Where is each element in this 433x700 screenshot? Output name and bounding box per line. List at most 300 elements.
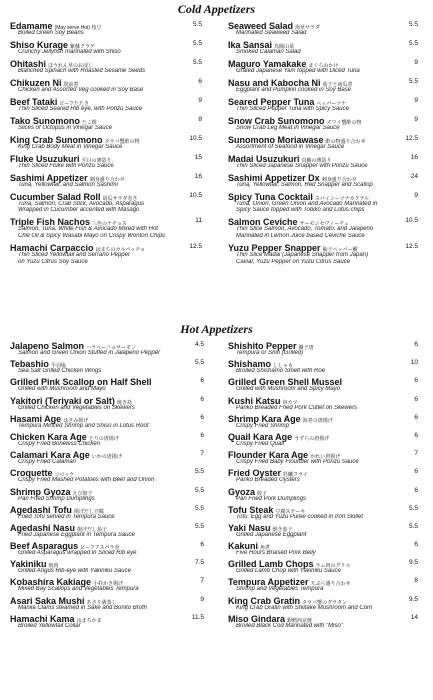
menu-item-header (228, 504, 418, 514)
menu-item-name: Yaki Nasu (228, 522, 271, 533)
menu-item-description: Spicy Sauce topped with Tobiko and Lotus chips (236, 207, 365, 214)
menu-item-japanese-name: 小柱かき揚げ (93, 581, 124, 588)
menu-item-header (10, 576, 204, 586)
menu-item-price: 5.5 (408, 77, 418, 85)
menu-item-description: Thin Slice Madai (Japanese Snapper from Japan) (236, 252, 369, 259)
menu-item-header (10, 431, 204, 441)
menu-item (10, 486, 204, 503)
menu-item-japanese-name: 天ぷら盛り合わせ (310, 581, 351, 588)
menu-item (228, 504, 418, 521)
menu-item-name: Snow Crab Sunomono (228, 115, 325, 126)
menu-item-header (10, 39, 202, 49)
menu-item-name: Grilled Green Shell Mussel (228, 377, 343, 388)
menu-item-description: Thin Sliced Pepper Tuna with Spicy Sauce (236, 105, 349, 112)
menu-item-header (10, 540, 204, 550)
menu-item-japanese-name: 銀鱈西京焼 (287, 617, 313, 624)
menu-item-price: 6 (414, 541, 418, 549)
menu-item-price: 24 (410, 172, 418, 180)
menu-item (228, 216, 418, 239)
menu-item-japanese-name: 酢の物盛り合わせ (325, 138, 366, 145)
menu-item-japanese-name: 牡蠣フライ (283, 472, 308, 479)
menu-item (10, 595, 204, 612)
menu-item-name: Shiso Kurage (10, 39, 69, 50)
menu-item-price: 4.5 (194, 341, 204, 348)
menu-item-header (228, 395, 418, 405)
menu-item-header (228, 96, 418, 106)
menu-item (228, 431, 418, 448)
menu-item-price: 8 (414, 577, 418, 585)
menu-item-japanese-name: あさり酒蒸し (86, 599, 117, 606)
menu-item-header (10, 413, 204, 423)
menu-item-name: Fluke Usuzukuri (10, 153, 80, 164)
menu-item-name: Tako Sunomono (10, 115, 80, 126)
menu-item-description: Salmon, Tuna, White Fish & Avocado Mixed with Hot (18, 226, 158, 233)
menu-item-description: Grilled Angus Rib-eye with Yakiniku Sauce (18, 568, 131, 575)
menu-item-header (10, 153, 202, 163)
menu-item-name: Madai Usuzukuri (228, 153, 300, 164)
menu-item-price: 12.5 (189, 243, 202, 251)
menu-item-japanese-name: ペッパーツナ (316, 100, 347, 107)
menu-item-header (10, 595, 204, 605)
menu-item-header (228, 558, 418, 568)
menu-item-description: Grilled Asparagus wrapped in Sliced Rib eye (18, 550, 137, 557)
menu-item-japanese-name: えび餃子 (72, 490, 93, 497)
menu-item-description: Marinated Seaweed Salad (236, 30, 307, 36)
menu-item-description: Slices of Octopus in Vinegar Sauce (18, 124, 112, 131)
menu-item-price: 7 (200, 450, 204, 458)
menu-item-description: Crispy Fried Quail (236, 440, 285, 447)
menu-item-description: Wrapped in Cucumber accented with Masago (18, 207, 140, 214)
menu-item (10, 242, 202, 265)
menu-item-japanese-name: 刺身盛り合わせ (89, 176, 125, 183)
menu-item (10, 358, 204, 375)
menu-item-japanese-name: 紫蘇クラゲ (70, 43, 96, 50)
menu-item-name: Quail Kara Age (228, 431, 293, 442)
menu-item (10, 96, 202, 113)
cold-right-column (228, 20, 418, 268)
menu-item (10, 172, 202, 189)
menu-item (228, 613, 418, 630)
menu-item-name: Shishito Pepper (228, 341, 297, 351)
menu-item-price: 5.5 (408, 504, 418, 512)
menu-item-description: Tuna, Onion, Green Onion and Avocado Marinated in (236, 200, 378, 207)
menu-item-description: Grilled Lamb Chop with Yakiniku Sauce (236, 568, 341, 575)
menu-item-price: 5.5 (408, 522, 418, 530)
menu-item-name: Ika Sansai (228, 39, 273, 50)
menu-item-japanese-name: 角煮 (260, 545, 271, 552)
menu-item (10, 613, 204, 630)
menu-item-description: Crunchy Jellyfish marinated with Shiso (18, 48, 121, 55)
menu-item-header (10, 467, 204, 477)
menu-item-header (228, 39, 418, 49)
menu-item-description: Pan Fried Shrimp Dumplings (18, 495, 95, 502)
menu-item-header (10, 58, 202, 68)
menu-item (228, 558, 418, 575)
menu-item (228, 522, 418, 539)
menu-item-description: Shrimp and Vegetables Tempura (236, 586, 324, 593)
menu-item (10, 576, 204, 593)
menu-item-description: Chili Oil & Spicy Wasabi Mayo on Crispy Wonton Chips (18, 233, 165, 240)
cold-appetizers-title: Cold Appetizers (177, 2, 256, 16)
menu-item-japanese-name: ラム肉のグリル (315, 563, 351, 570)
menu-item-header (228, 58, 418, 68)
menu-item (228, 172, 418, 189)
menu-item-price: 5.5 (194, 468, 204, 476)
menu-item-header (10, 376, 204, 386)
menu-item-price: 9 (414, 115, 418, 123)
menu-item-japanese-name: ほうれん草のお浸し (48, 62, 94, 69)
menu-item-japanese-name: はさみ揚げ (63, 417, 89, 424)
menu-item-japanese-name: タラバ蟹のグラタン (302, 599, 347, 606)
menu-item (10, 216, 202, 239)
menu-item-price: 10 (410, 359, 418, 367)
menu-item (10, 558, 204, 575)
menu-item-price: 7.5 (194, 559, 204, 567)
menu-item-name: Shishamo (228, 359, 272, 370)
menu-item (10, 20, 202, 37)
menu-item (10, 431, 204, 448)
menu-item-japanese-name: 手羽塩 (50, 363, 66, 370)
menu-item-description: Tofu, Egg and Yuzu Puree cooked in Iron Skillet (236, 513, 363, 520)
menu-item (10, 58, 202, 75)
menu-item-japanese-name: 真鯛の薄造り (301, 157, 332, 164)
menu-item-description: Smoked Calamari Salad (236, 48, 301, 55)
menu-item-name: Tofu Steak (228, 504, 274, 515)
menu-item-name: Agedashi Tofu (10, 504, 72, 515)
menu-item-description: Crispy Fried Boneless Chicken (18, 440, 101, 447)
menu-item-header (10, 96, 202, 106)
menu-item-price: 12.5 (405, 134, 418, 142)
menu-item (10, 340, 204, 357)
menu-item-header (228, 613, 418, 623)
menu-item-description: Fried Tofu served in Tempura Sauce (18, 513, 115, 520)
menu-item-description: Crispy Fried Shrimp (236, 422, 290, 429)
menu-item-name: Fried Oyster (228, 468, 282, 479)
menu-item-price: 6 (198, 77, 202, 85)
menu-item-description: Tempura Minced Shrimp and Shiso in Lotus Root (18, 422, 149, 429)
menu-item-japanese-name: 烏賊山菜 (274, 43, 295, 50)
menu-item-japanese-name: とりの唐揚げ (88, 435, 119, 442)
menu-item-header (10, 20, 202, 30)
menu-item-japanese-name: 刺身盛り合わせ (321, 176, 357, 183)
menu-item (228, 576, 418, 593)
menu-item-price: 8 (198, 115, 202, 123)
menu-item-name: Grilled Lamb Chops (228, 559, 314, 570)
menu-item-japanese-name: 海老の唐揚げ (302, 417, 333, 424)
menu-item-price: 6 (200, 413, 204, 421)
menu-item-name: Yakiniku (10, 559, 47, 570)
menu-item-name: Shrimp Gyoza (10, 486, 71, 497)
menu-item-price: 10.5 (405, 217, 418, 225)
menu-item-header (228, 216, 418, 226)
menu-item-name: Maguro Yamakake (228, 58, 307, 69)
menu-item (228, 153, 418, 170)
menu-item (228, 96, 418, 113)
menu-item-description: Salmon and Green Onion Stuffed in Jalapeno Pepper (18, 350, 161, 356)
menu-item-price: 11.5 (191, 613, 204, 621)
menu-item-description: King Crab Body Meat in Vinegar Sauce (18, 143, 123, 150)
menu-item-price: 10.5 (189, 191, 202, 199)
menu-item-japanese-name: サーモンセヴィーチェ (299, 221, 350, 228)
menu-item-description: Five Hours Braised Pork Belly (236, 550, 316, 557)
menu-item-description: Panko Breaded Oysters (236, 477, 300, 484)
menu-item-japanese-name: 焼き茄子 (272, 526, 293, 533)
menu-item-name: Hamachi Kama (10, 613, 75, 624)
menu-item-header (228, 20, 418, 30)
menu-item-description: King Crab Gratin with Shiitake Mushroom and Corn (236, 604, 373, 611)
menu-item-header (228, 486, 418, 496)
menu-item-japanese-name: 平目の薄造り (81, 157, 112, 164)
menu-item-japanese-name: かれい唐揚げ (310, 454, 341, 461)
menu-item-description: Manila Clams steamed in Sake and Bonito Broth (18, 604, 148, 611)
menu-item-japanese-name: 獅子唐 (298, 345, 314, 351)
menu-item-description: Grilled Japanese Eggplant (236, 531, 307, 538)
menu-item-price: 6 (414, 413, 418, 421)
menu-item-name: Sashimi Appetizer Dx (228, 172, 320, 183)
menu-item-header (10, 449, 204, 459)
menu-item-name: Tebashio (10, 359, 49, 370)
menu-item-header (228, 77, 418, 87)
menu-item-japanese-name: うずらの唐揚げ (294, 435, 330, 442)
menu-item (10, 376, 204, 393)
menu-item-description: Chicken and Assorted Veg cooked in Soy Base (18, 86, 144, 93)
menu-item-description: Thin Sliced Yellowtail and Serrano Pepper (18, 252, 130, 259)
menu-item-header (228, 358, 418, 368)
menu-item-header (10, 395, 204, 405)
menu-item-price: 11 (195, 217, 202, 225)
menu-item-name: Seared Pepper Tuna (228, 96, 315, 107)
hot-right-column (228, 340, 418, 631)
menu-item-price: 5.5 (192, 21, 202, 28)
menu-item (228, 191, 418, 214)
menu-item (10, 467, 204, 484)
menu-item-japanese-name: 三色のナチョス (92, 221, 127, 228)
menu-item-header (10, 504, 204, 514)
menu-item-price: 5.5 (408, 21, 418, 28)
menu-item-japanese-name: ししゃも (273, 363, 294, 370)
menu-item-description: Grilled Chicken and Vegetables on Skewers (18, 404, 135, 411)
menu-item-japanese-name: ビーフたたき (59, 100, 89, 107)
menu-item-description: Sea Salt Grilled Chicken Wings (18, 368, 102, 375)
menu-item-price: 6 (414, 341, 418, 348)
menu-item-price: 16 (410, 153, 418, 161)
menu-item (228, 20, 418, 37)
menu-item-price: 6 (414, 486, 418, 494)
menu-item-japanese-name: 餃子 (257, 490, 268, 497)
menu-item-name: Asari Saka Mushi (10, 595, 85, 606)
menu-item (228, 58, 418, 75)
menu-item-name: Hasami Age (10, 413, 62, 424)
menu-item-name: Beef Tataki (10, 96, 58, 107)
menu-item-price: 6 (414, 395, 418, 403)
menu-item-description: Broiled Shishamo Smelt with Roe (236, 368, 326, 375)
menu-item-header (10, 172, 202, 182)
menu-item-header (228, 172, 418, 182)
menu-item-header (228, 595, 418, 605)
menu-item-price: 5.5 (194, 522, 204, 530)
menu-item-name: Tempura Appetizer (228, 577, 309, 588)
hot-appetizers-title: Hot Appetizers (180, 322, 253, 336)
menu-item-description: Thin Sliced Fluke with Ponzu Sauce (18, 162, 114, 169)
menu-item-name: Yuzu Pepper Snapper (228, 243, 321, 254)
menu-item-description: Broiled Black Cod Marinated with "Miso" (236, 622, 343, 629)
menu-item-price: 9 (414, 191, 418, 199)
menu-item-price: 5.5 (194, 359, 204, 367)
menu-item (228, 413, 418, 430)
menu-item-japanese-name: タラバ蟹酢の物 (104, 138, 140, 145)
menu-item-name: Triple Fish Nachos (10, 217, 91, 228)
menu-item-header (10, 340, 204, 350)
menu-item (10, 191, 202, 214)
menu-item-header (10, 77, 202, 87)
menu-item-description: Caviar, Yuzu Pepper on Yuzu Citrus Sauce (236, 258, 351, 265)
menu-item-description: Mixed Bay Scallops and Vegetables Tempura (18, 586, 139, 593)
menu-item-price: 9.5 (408, 559, 418, 567)
cold-left-column (10, 20, 202, 268)
menu-item (10, 395, 204, 412)
menu-item-name: Cucumber Salad Roll (10, 191, 101, 202)
menu-item-japanese-name: 海草サラダ (295, 25, 320, 31)
menu-item-description: Eggplant and Pumpkin cooked in Soy Base (236, 86, 352, 93)
menu-item-price: 10.5 (189, 134, 202, 142)
menu-item-description: Tuna, Yellowtail, and Salmon Sashimi (18, 181, 118, 188)
menu-item-name: Yakitori (Teriyaki or Salt) (10, 395, 115, 406)
menu-item-price: 5.5 (194, 486, 204, 494)
menu-item-name: Salmon Ceviche (228, 217, 298, 228)
menu-item-description: Crispy Fried Baby Flounder with Ponzu Sauce (236, 459, 359, 466)
menu-item-header (10, 613, 204, 623)
menu-item-description: Tempura or Shio (Grilled) (236, 350, 304, 356)
menu-item (10, 504, 204, 521)
menu-item-description: Assortment of Seafood in Vinegar Sauce (236, 143, 345, 150)
menu-item-name: Calamari Kara Age (10, 450, 90, 461)
menu-item-header (228, 134, 418, 144)
menu-item-header (10, 216, 202, 226)
menu-item-japanese-name: たこ酢 (81, 119, 97, 126)
menu-item-name: Spicy Tuna Cocktail (228, 191, 313, 202)
menu-item-japanese-name: 焼き鳥 (116, 399, 132, 406)
menu-item-japanese-name: 豆腐ステーキ (275, 508, 306, 515)
menu-item-description: Crispy Fried Mashed Potatoes with Beef and Onion (18, 477, 155, 484)
menu-item-name: Kushi Katsu (228, 395, 281, 406)
menu-item-price: 9 (414, 58, 418, 66)
menu-item-japanese-name: ズワイ蟹酢の物 (326, 119, 362, 126)
menu-item-price: 6 (200, 541, 204, 549)
menu-item-header (10, 358, 204, 368)
menu-item (228, 39, 418, 56)
menu-item-description: Thin Sliced Japanese Snapper with Ponzu Sauce (236, 162, 368, 169)
hot-left-column (10, 340, 204, 631)
menu-item (10, 77, 202, 94)
menu-item-name: Nasu and Kabocha Ni (228, 77, 321, 88)
menu-item-japanese-name: ハラペーニョサーモン (86, 345, 137, 351)
menu-item-description: Tuna, Salmon, Crab Stick, Avocado, Asparagus (18, 200, 145, 207)
menu-item-price: 5.5 (194, 504, 204, 512)
menu-item (10, 522, 204, 539)
menu-item-name: Kobashira Kakiage (10, 577, 92, 588)
menu-item (228, 486, 418, 503)
menu-item-description: Panko Breaded Fried Pork Cutlet on Skewers (236, 404, 358, 411)
menu-item-japanese-name: スパイシーツナカクテル (314, 195, 370, 202)
menu-item-name: King Crab Sunomono (10, 134, 103, 145)
menu-item (228, 340, 418, 357)
menu-item-description: Pan Fried Pork Dumplings (236, 495, 307, 502)
menu-item-header (10, 558, 204, 568)
menu-item-japanese-name: はまちかま (76, 617, 102, 624)
menu-item-name: Croquette (10, 468, 53, 479)
menu-item (228, 540, 418, 557)
menu-item-header (228, 449, 418, 459)
menu-item-name: Seaweed Salad (228, 21, 294, 31)
menu-item-japanese-name: 串カツ (282, 399, 298, 406)
menu-item (228, 77, 418, 94)
menu-item (10, 413, 204, 430)
menu-item-japanese-name: いかの唐揚げ (91, 454, 122, 461)
menu-item (228, 449, 418, 466)
menu-item (10, 153, 202, 170)
menu-item-description: Thin Slice Salmon, Avocado, Tomato, and Jalapeno (236, 226, 374, 233)
menu-item-description: Grated Japanese Yam topped with Diced Tuna (236, 67, 360, 74)
menu-item-price: 9.5 (408, 595, 418, 603)
menu-item (228, 595, 418, 612)
menu-item-header (228, 340, 418, 350)
menu-item-header (10, 486, 204, 496)
menu-item-price: 6 (414, 377, 418, 385)
menu-item-japanese-name: 茄子と南瓜煮 (322, 81, 353, 88)
menu-item-name: Hamachi Carpaccio (10, 243, 94, 254)
menu-item-header (10, 115, 202, 125)
menu-item-name: Sashimi Appetizer (10, 172, 88, 183)
menu-item-header (10, 191, 202, 201)
menu-item-japanese-name: コロッケ (54, 472, 75, 479)
menu-item-name: Flounder Kara Age (228, 450, 309, 461)
menu-item-name: Ohitashi (10, 58, 47, 69)
menu-item-name: Miso Gindara (228, 613, 286, 624)
menu-item-japanese-name: (May serve Hot) 枝豆 (54, 25, 102, 31)
menu-item-price: 9 (200, 595, 204, 603)
menu-item-header (10, 134, 202, 144)
menu-item-price: 7 (200, 577, 204, 585)
menu-item-description: Marinated in Lemon Juice based Ceviche Sauce (236, 233, 365, 240)
menu-item (228, 467, 418, 484)
menu-item-header (10, 522, 204, 532)
menu-item (10, 540, 204, 557)
menu-item-name: Gyoza (228, 486, 256, 497)
menu-item (228, 358, 418, 375)
menu-item-japanese-name: 柚子ペッパー鯛 (322, 247, 358, 254)
menu-item (228, 134, 418, 151)
menu-item-description: on Yuzu Citrus Soy Sauce (18, 258, 88, 265)
menu-item-description: Broiled Yellowtail Collar (18, 622, 81, 629)
menu-item-description: Snow Crab Leg Meat in Vinegar Sauce (236, 124, 340, 131)
menu-item-description: Blanched Spinach with Roasted Sesame Seeds (18, 67, 146, 74)
menu-item-name: Shrimp Kara Age (228, 413, 301, 424)
menu-item-price: 9 (414, 96, 418, 104)
menu-item-price: 6 (200, 431, 204, 439)
menu-item-price: 5.5 (192, 58, 202, 66)
menu-item-name: Agedashi Nasu (10, 522, 76, 533)
menu-item (10, 134, 202, 151)
menu-item (228, 376, 418, 393)
menu-item-japanese-name: 揚げだし茄子 (77, 526, 108, 533)
menu-item-japanese-name: 揚げだし豆腐 (73, 508, 104, 515)
menu-item-japanese-name: 筑前煮 (63, 81, 79, 88)
menu-item (228, 395, 418, 412)
menu-item-name: Grilled Pink Scallop on Half Shell (10, 377, 152, 388)
menu-item-description: Grilled with Mushroom and Mayo (18, 386, 106, 393)
menu-item-japanese-name: はまちのカルパッチョ (95, 247, 146, 254)
menu-item-name: Kakuni (228, 541, 259, 552)
